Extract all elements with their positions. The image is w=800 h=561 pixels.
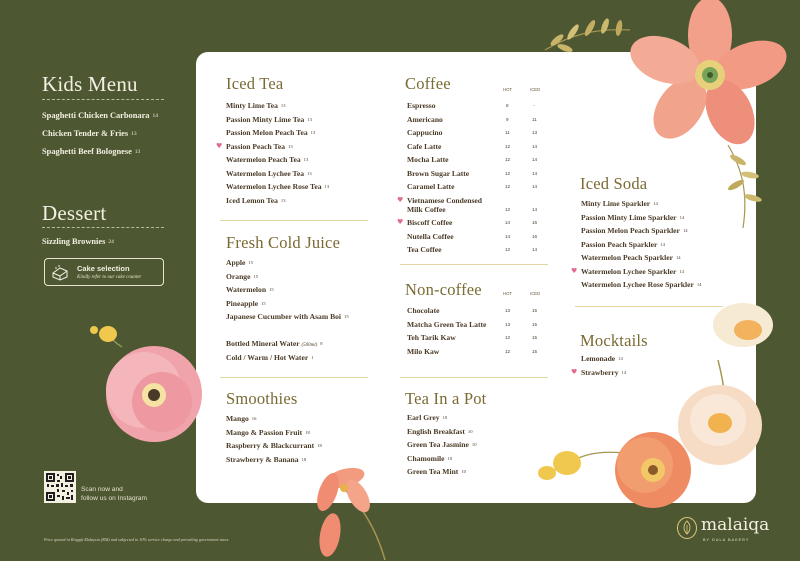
favourite-heart-icon: ♥ (571, 367, 578, 376)
list-item: Caramel Latte (407, 182, 455, 191)
iced-price: - (533, 103, 535, 108)
hot-price: 14 (505, 220, 511, 225)
iced-price: 13 (532, 130, 538, 135)
dessert-divider (42, 227, 164, 228)
iced-price: 16 (532, 233, 538, 239)
iced-price: 14 (532, 206, 538, 212)
list-item: Minty Lime Sparkler 14 (581, 199, 658, 208)
list-item: Brown Sugar Latte (407, 168, 470, 178)
price-footnote: Price quoted in Ringgit Malaysia (RM) and subjected to 10% service charge and prevailing government taxes. (44, 537, 230, 542)
favourite-heart-icon: ♥ (216, 141, 223, 150)
list-item: Passion Peach Sparkler 14 (581, 239, 665, 249)
cake-selection-subtitle: Kindly refer to our cake counter (77, 275, 142, 280)
hot-price: 12 (505, 335, 511, 340)
coffee-title: Coffee (405, 74, 451, 93)
section-divider (220, 377, 368, 378)
iced-price: 14 (532, 157, 538, 162)
iced-column-header: ICED (530, 87, 541, 92)
list-item: Spaghetti Chicken Carbonara 14 (42, 111, 158, 120)
brand-name: malaiqa (701, 515, 770, 535)
list-item: Passion Minty Lime Tea 13 (226, 114, 312, 124)
list-item: Raspberry & Blackcurrant 18 (226, 441, 322, 450)
kids-menu-title: Kids Menu (42, 72, 138, 96)
favourite-heart-icon: ♥ (571, 266, 578, 275)
iced-price: 14 (532, 143, 538, 149)
list-item: Passion Peach Tea 13 (226, 141, 293, 151)
list-item: Strawberry 14 (581, 367, 627, 377)
list-item: Mango 16 (226, 414, 257, 423)
hot-price: 12 (505, 206, 511, 212)
list-item: Watermelon Peach Tea 13 (226, 155, 309, 164)
list-item: Bottled Mineral Water (500ml) 8 (226, 339, 323, 348)
instagram-caption-line2: follow us on Instagram (81, 495, 147, 502)
favourite-heart-icon: ♥ (397, 195, 404, 204)
list-item: Passion Melon Peach Sparkler 14 (581, 226, 688, 235)
hot-price: 12 (505, 170, 511, 176)
list-item: Watermelon Lychee Rose Tea 13 (226, 182, 330, 191)
list-item: Watermelon Lychee Rose Sparkler 14 (581, 280, 702, 289)
list-item: Spaghetti Beef Bolognese 13 (42, 147, 141, 156)
iced-price: 15 (532, 348, 538, 354)
list-item: Watermelon 15 (226, 285, 274, 294)
iced-price: 15 (532, 321, 538, 327)
list-item: Lemonade 14 (581, 354, 623, 363)
list-item: Teh Tarik Kaw (407, 333, 456, 342)
list-item: Cafe Latte (407, 141, 442, 151)
hot-price: 8 (506, 103, 509, 108)
list-item: Milo Kaw (407, 346, 440, 356)
brand-logo-icon (676, 516, 698, 540)
tea-in-a-pot-title: Tea In a Pot (405, 389, 487, 408)
hot-price: 11 (505, 130, 510, 135)
iced-price: 15 (532, 335, 538, 340)
instagram-caption-line1: Scan now and (81, 486, 123, 493)
list-item: Mocha Latte (407, 155, 449, 164)
list-item: Pineapple 15 (226, 298, 266, 308)
hot-price: 13 (505, 308, 511, 313)
leaf-sprig-illustration (718, 140, 768, 230)
list-item: Earl Grey 10 (407, 413, 448, 422)
hot-price: 13 (505, 321, 511, 327)
list-item: Cappucino (407, 128, 443, 137)
list-item: Apple 15 (226, 258, 254, 267)
list-item: Espresso (407, 101, 436, 110)
list-item: Japanese Cucumber with Asam Boi 15 (226, 312, 349, 321)
list-item: Chocolate (407, 306, 440, 315)
cake-selection-box (44, 258, 164, 286)
list-item: Chicken Tender & Fries 13 (42, 129, 137, 138)
hot-price: 12 (505, 348, 511, 354)
iced-column-header: ICED (530, 291, 541, 296)
hot-price: 12 (505, 143, 511, 149)
list-item: Sizzling Brownies 24 (42, 237, 114, 246)
iced-tea-title: Iced Tea (226, 74, 284, 93)
list-item: Strawberry & Banana 18 (226, 454, 307, 464)
list-item: Watermelon Peach Sparkler 14 (581, 253, 681, 262)
list-item: Green Tea Mint 10 (407, 467, 466, 476)
hot-price: 12 (505, 184, 511, 189)
smoothies-title: Smoothies (226, 389, 298, 408)
iced-price: 14 (532, 170, 538, 176)
list-item-line2: Milk Coffee (407, 204, 446, 214)
list-item: English Breakfast 10 (407, 426, 473, 436)
list-item: Mango & Passion Fruit 18 (226, 427, 310, 437)
list-item: Minty Lime Tea 13 (226, 101, 286, 110)
orange-poppy-illustration (525, 425, 700, 515)
list-item: Green Tea Jasmine 10 (407, 440, 477, 449)
list-item: Passion Minty Lime Sparkler 14 (581, 212, 685, 222)
pink-poppy-illustration (84, 322, 209, 447)
list-item: Passion Melon Peach Tea 13 (226, 128, 316, 137)
section-divider (220, 220, 368, 221)
brand-tagline: BY DULA BAKERY (703, 538, 750, 542)
section-divider (400, 377, 548, 378)
cake-icon (51, 264, 69, 281)
hot-price: 12 (505, 247, 511, 252)
dessert-title: Dessert (42, 201, 107, 225)
iced-price: 14 (532, 184, 538, 189)
hot-price: 14 (505, 233, 511, 239)
list-item: Iced Lemon Tea 13 (226, 195, 286, 205)
hot-column-header: HOT (503, 291, 513, 296)
list-item: Matcha Green Tea Latte (407, 319, 487, 329)
orange-flower-illustration (300, 460, 400, 561)
hot-column-header: HOT (503, 87, 513, 92)
list-item: Watermelon Lychee Tea 13 (226, 168, 312, 178)
cake-selection-title: Cake selection (77, 264, 130, 273)
list-item: Chamomile 10 (407, 453, 453, 463)
iced-price: 15 (532, 308, 538, 313)
list-item: Biscoff Coffee (407, 218, 453, 227)
non-coffee-title: Non-coffee (405, 280, 482, 299)
mocktails-title: Mocktails (580, 331, 648, 350)
iced-price: 16 (532, 220, 538, 225)
pink-flower-illustration (625, 0, 790, 150)
list-item: Orange 15 (226, 271, 259, 281)
section-divider (400, 264, 548, 265)
favourite-heart-icon: ♥ (397, 218, 404, 226)
list-item: Tea Coffee (407, 245, 442, 254)
list-item: Americano (407, 114, 443, 124)
list-item: Nutella Coffee (407, 231, 454, 241)
list-item: Vietnamese Condensed (407, 195, 483, 205)
leaf-sprig-illustration (535, 10, 635, 60)
fresh-cold-juice-title: Fresh Cold Juice (226, 233, 341, 252)
hot-price: 12 (505, 157, 511, 162)
kids-menu-divider (42, 99, 164, 100)
instagram-qr-code[interactable] (44, 471, 76, 503)
iced-price: 14 (532, 247, 538, 252)
list-item: Watermelon Lychee Sparkler 14 (581, 266, 684, 276)
iced-price: 11 (532, 116, 537, 122)
iced-soda-title: Iced Soda (580, 174, 648, 193)
hot-price: 9 (506, 116, 509, 122)
list-item: Cold / Warm / Hot Water 1 (226, 352, 314, 362)
